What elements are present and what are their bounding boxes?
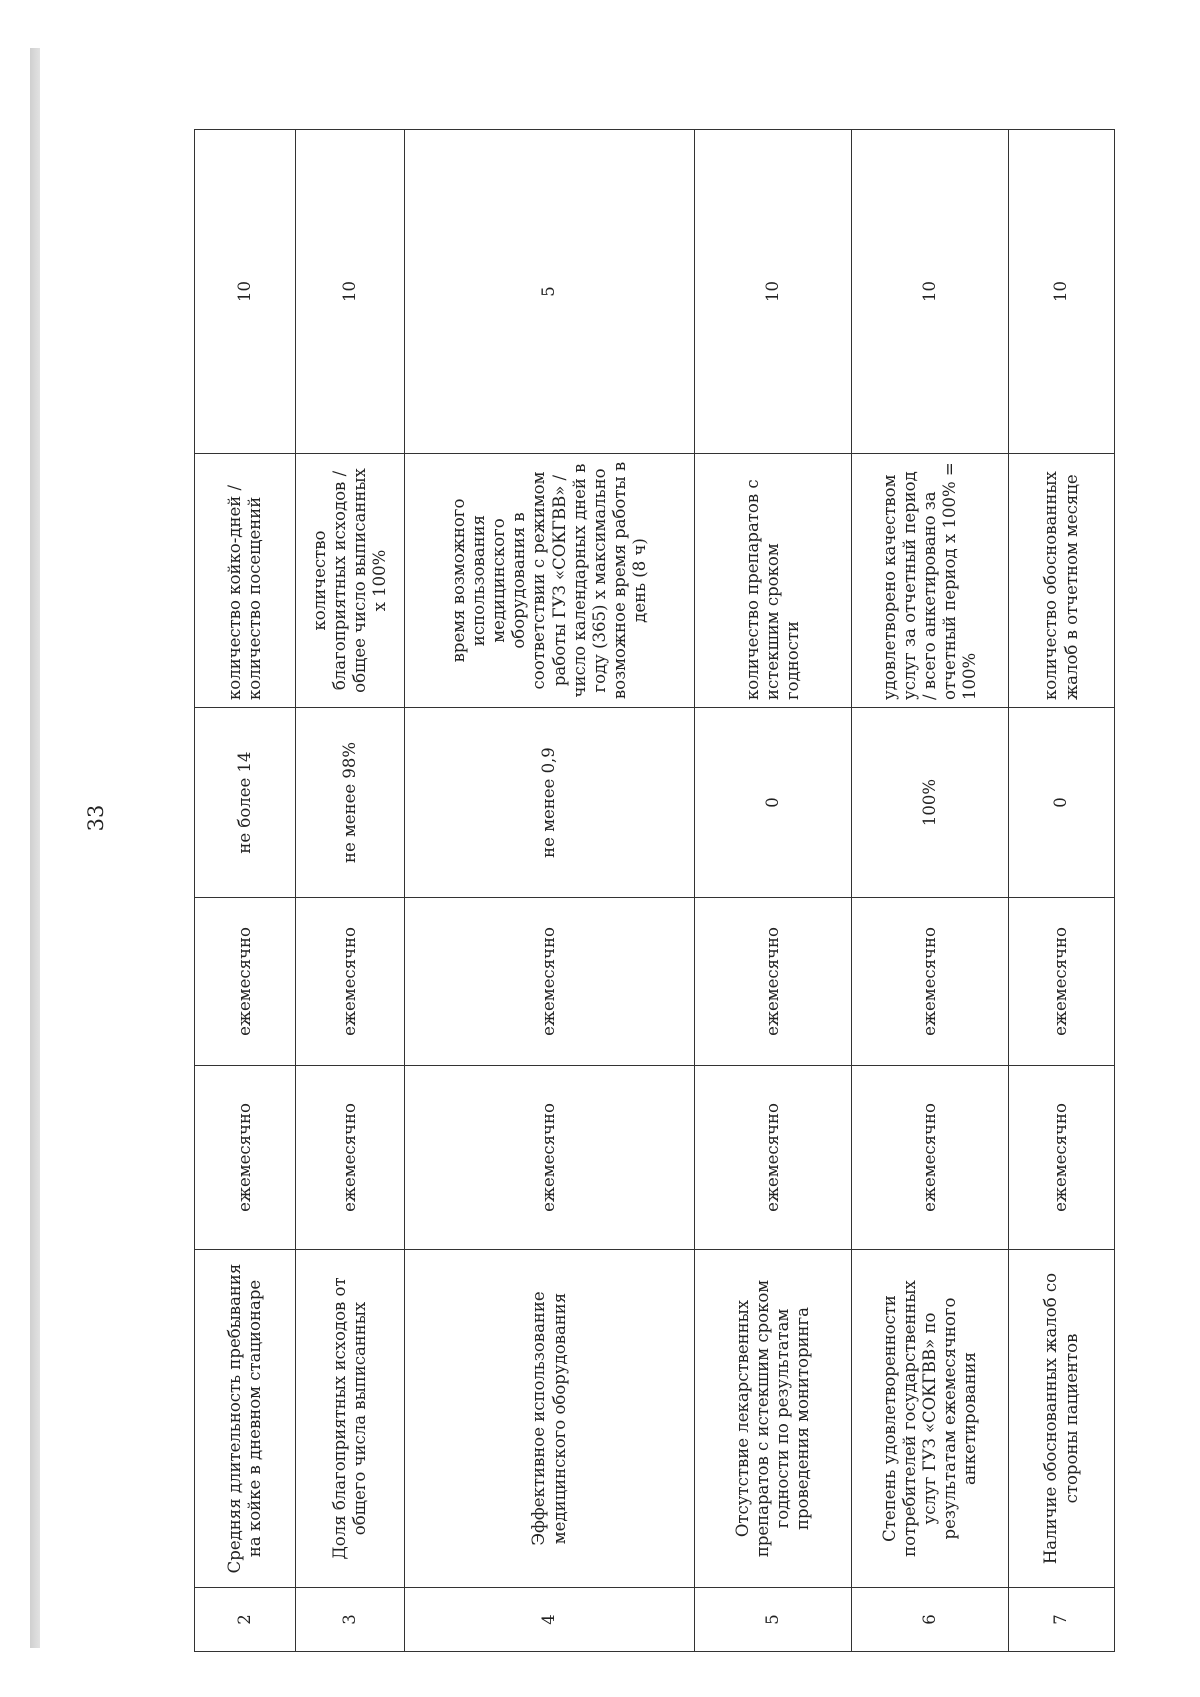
table-row (195, 130, 296, 1652)
row-number: 4 (405, 1588, 695, 1652)
indicators-table (194, 129, 1115, 1652)
target-value: 0 (1009, 708, 1115, 898)
row-number: 5 (695, 1588, 852, 1652)
score-cell: 10 (296, 130, 405, 454)
row-number: 2 (195, 1588, 296, 1652)
score-cell: 10 (1009, 130, 1115, 454)
indicator-name: Доля благоприятных исходов от общего числа выписанных (296, 1250, 405, 1588)
table-row (852, 130, 1009, 1652)
table-row (405, 130, 695, 1652)
formula-cell: количество благоприятных исходов / общее число выписанных x 100% (296, 454, 405, 708)
indicator-name: Степень удовлетворенности потребителей государственных услуг ГУЗ «СОКГВВ» по результатам ежемесячного анкетирования (852, 1250, 1009, 1588)
formula-cell: время возможного использования медицинского оборудования в соответствии с режимом работы ГУЗ «СОКГВВ» / число календарных дней в году (365) x максимально возможное время работы в день (8 ч) (405, 454, 695, 708)
period-cell: ежемесячно (852, 1066, 1009, 1250)
period-cell: ежемесячно (296, 898, 405, 1066)
indicator-name: Средняя длительность пребывания на койке в дневном стационаре (195, 1250, 296, 1588)
target-value: 0 (695, 708, 852, 898)
row-number: 3 (296, 1588, 405, 1652)
score-cell: 10 (695, 130, 852, 454)
scan-edge-strip (30, 48, 40, 1648)
row-number: 7 (1009, 1588, 1115, 1652)
period-cell: ежемесячно (852, 898, 1009, 1066)
indicator-name: Эффективное использование медицинского оборудования (405, 1250, 695, 1588)
period-cell: ежемесячно (405, 898, 695, 1066)
target-value: не более 14 (195, 708, 296, 898)
period-cell: ежемесячно (296, 1066, 405, 1250)
formula-cell: количество обоснованных жалоб в отчетном месяце (1009, 454, 1115, 708)
period-cell: ежемесячно (1009, 1066, 1115, 1250)
page-number: 33 (84, 804, 108, 832)
period-cell: ежемесячно (695, 1066, 852, 1250)
indicator-name: Наличие обоснованных жалоб со стороны пациентов (1009, 1250, 1115, 1588)
score-cell: 10 (852, 130, 1009, 454)
table-row (695, 130, 852, 1652)
row-number: 6 (852, 1588, 1009, 1652)
table-row (296, 130, 405, 1652)
formula-cell: удовлетворено качеством услуг за отчетный период / всего анкетировано за отчетный период x 100% = 100% (852, 454, 1009, 708)
period-cell: ежемесячно (195, 898, 296, 1066)
target-value: не менее 0,9 (405, 708, 695, 898)
target-value: не менее 98% (296, 708, 405, 898)
target-value: 100% (852, 708, 1009, 898)
formula-cell: количество койко-дней / количество посещений (195, 454, 296, 708)
period-cell: ежемесячно (1009, 898, 1115, 1066)
indicator-name: Отсутствие лекарственных препаратов с истекшим сроком годности по результатам проведения мониторинга (695, 1250, 852, 1588)
formula-cell: количество препаратов с истекшим сроком годности (695, 454, 852, 708)
table-row (1009, 130, 1115, 1652)
period-cell: ежемесячно (195, 1066, 296, 1250)
score-cell: 5 (405, 130, 695, 454)
indicators-table-container (194, 130, 1114, 1652)
period-cell: ежемесячно (405, 1066, 695, 1250)
period-cell: ежемесячно (695, 898, 852, 1066)
score-cell: 10 (195, 130, 296, 454)
